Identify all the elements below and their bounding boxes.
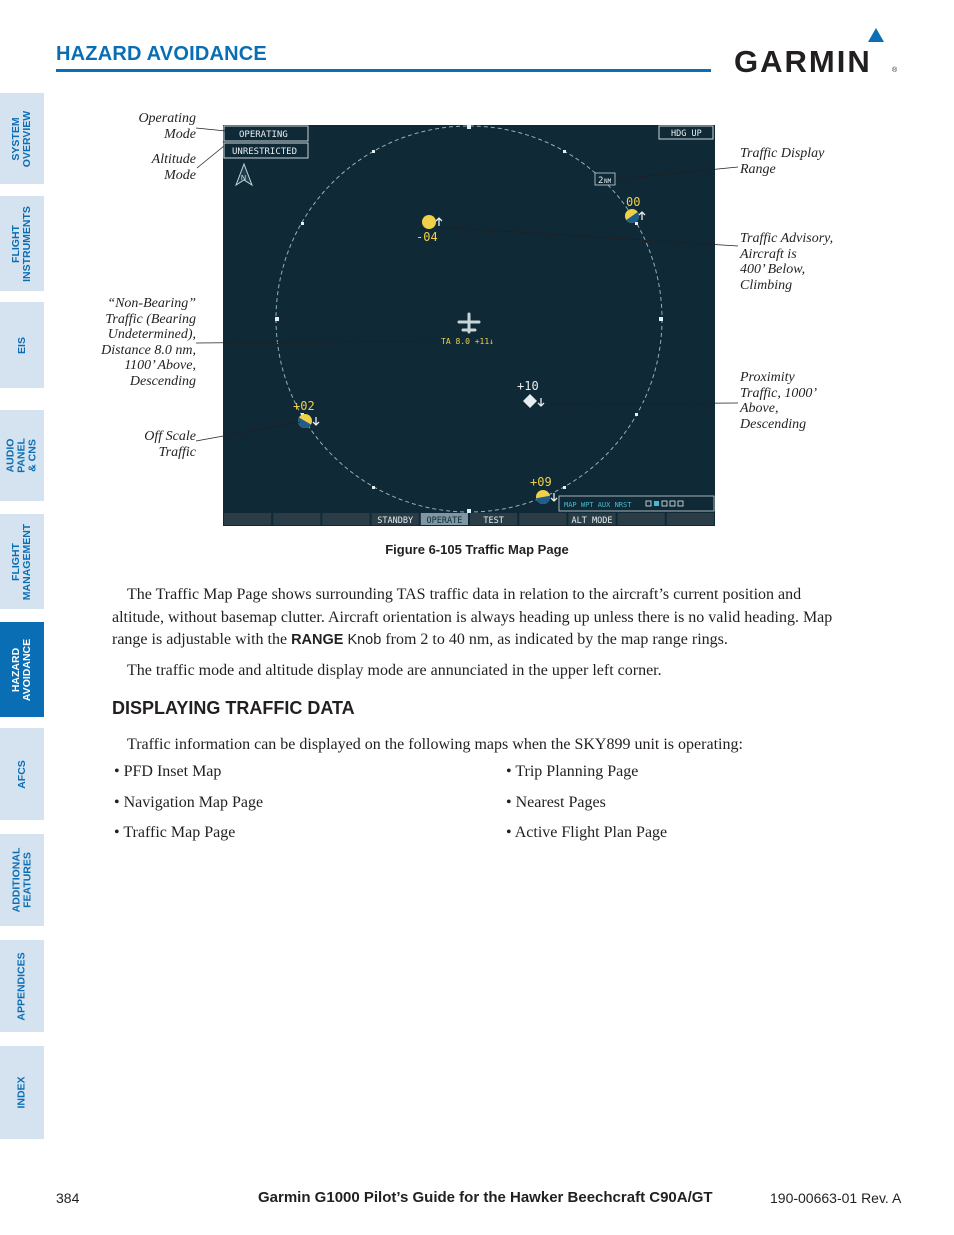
side-tab-label: APPENDICES (15, 951, 28, 1021)
proximity-altitude: +10 (517, 379, 539, 393)
offscale-left-altitude: +02 (293, 399, 315, 413)
range-knob-label: RANGE (291, 632, 344, 648)
garmin-wordmark: GARMIN (734, 44, 872, 76)
paragraph-2: The traffic mode and altitude display mode are annunciated in the upper left corner. (127, 662, 662, 679)
side-tab-label: FLIGHT INSTRUMENTS (10, 205, 33, 282)
callout-proximity: Proximity Traffic, 1000’ Above, Descending (740, 370, 818, 432)
side-tab-label: FLIGHT MANAGEMENT (10, 523, 34, 600)
side-tab-appendices[interactable] (0, 940, 44, 1032)
non-bearing-traffic-label: TA 8.0 +11↓ (441, 337, 494, 346)
knob-word: Knob (347, 632, 382, 648)
operating-mode-label: OPERATING (239, 130, 288, 140)
softkey-label-alt-mode: ALT MODE (571, 516, 613, 526)
orientation-label: HDG UP (671, 129, 702, 139)
side-tab-index[interactable] (0, 1046, 44, 1139)
callout-operating-mode: Operating Mode (138, 111, 196, 142)
softkey-label-test: TEST (483, 516, 504, 526)
side-tab-label: ADDITIONAL FEATURES (10, 847, 33, 913)
callout-range: Traffic Display Range (740, 146, 825, 177)
bullet-right-3: • Active Flight Plan Page (506, 824, 668, 841)
traffic-advisory-altitude: -04 (416, 230, 438, 244)
side-tab-label: HAZARD AVOIDANCE (10, 638, 34, 701)
bullet-left-3: • Traffic Map Page (114, 824, 236, 841)
side-tab-label: AUDIO PANEL & CNS (4, 438, 39, 473)
svg-text:N: N (241, 175, 247, 182)
page-number: 384 (56, 1190, 80, 1206)
side-tab-label: INDEX (15, 1076, 28, 1109)
callout-altitude-mode: Altitude Mode (151, 152, 196, 183)
bullet-right-1: • Trip Planning Page (506, 763, 639, 780)
paragraph-1 (112, 584, 842, 652)
callout-non-bearing: “Non-Bearing” Traffic (Bearing Undetermined), Distance 8.0 nm, 1100’ Above, Descending (101, 296, 196, 389)
callout-traffic-advisory: Traffic Advisory, Aircraft is 400’ Below, Climbing (740, 231, 834, 293)
softkey-label-standby: STANDBY (377, 516, 414, 526)
side-tab-label: EIS (15, 336, 28, 354)
document-number: 190-00663-01 Rev. A (770, 1190, 902, 1206)
footer-title: Garmin G1000 Pilot’s Guide for the Hawker Beechcraft C90A/GT (258, 1189, 713, 1206)
range-unit: NM (604, 178, 612, 185)
section-heading: DISPLAYING TRAFFIC DATA (112, 698, 355, 718)
side-tab-label: SYSTEM OVERVIEW (10, 110, 33, 167)
side-tab-afcs[interactable] (0, 728, 44, 820)
softkey-label-operate: OPERATE (426, 516, 463, 526)
section-title: HAZARD AVOIDANCE (56, 43, 267, 65)
page-group-label: MAP WPT AUX NRST (564, 501, 632, 509)
paragraph-1-start: The Traffic Map Page shows surrounding TAS traffic data in relation to the aircraft’s current position and altitude, without basemap clutter. Aircraft orientation is always heading up unless there is no valid heading. Map range is adjustable with the (112, 586, 833, 648)
registered-mark: ® (892, 67, 898, 74)
side-tab-additional-features[interactable] (0, 834, 44, 926)
altitude-mode-label: UNRESTRICTED (232, 147, 298, 157)
range-value: 2 (598, 176, 604, 186)
callout-off-scale: Off Scale Traffic (144, 429, 196, 460)
offscale-right-altitude: 00 (626, 195, 641, 209)
bullet-left-2: • Navigation Map Page (114, 794, 264, 811)
offscale-bottom-altitude: +09 (530, 475, 552, 489)
side-tab-label: AFCS (15, 759, 28, 789)
bullet-left-1: • PFD Inset Map (114, 763, 222, 780)
side-tab-hazard-avoidance[interactable] (0, 622, 44, 717)
paragraph-1-end: from 2 to 40 nm, as indicated by the map range rings. (381, 631, 728, 648)
bullet-right-2: • Nearest Pages (506, 794, 606, 811)
paragraph-3: Traffic information can be displayed on the following maps when the SKY899 unit is operating: (127, 736, 743, 753)
figure-caption: Figure 6-105 Traffic Map Page (385, 542, 569, 557)
